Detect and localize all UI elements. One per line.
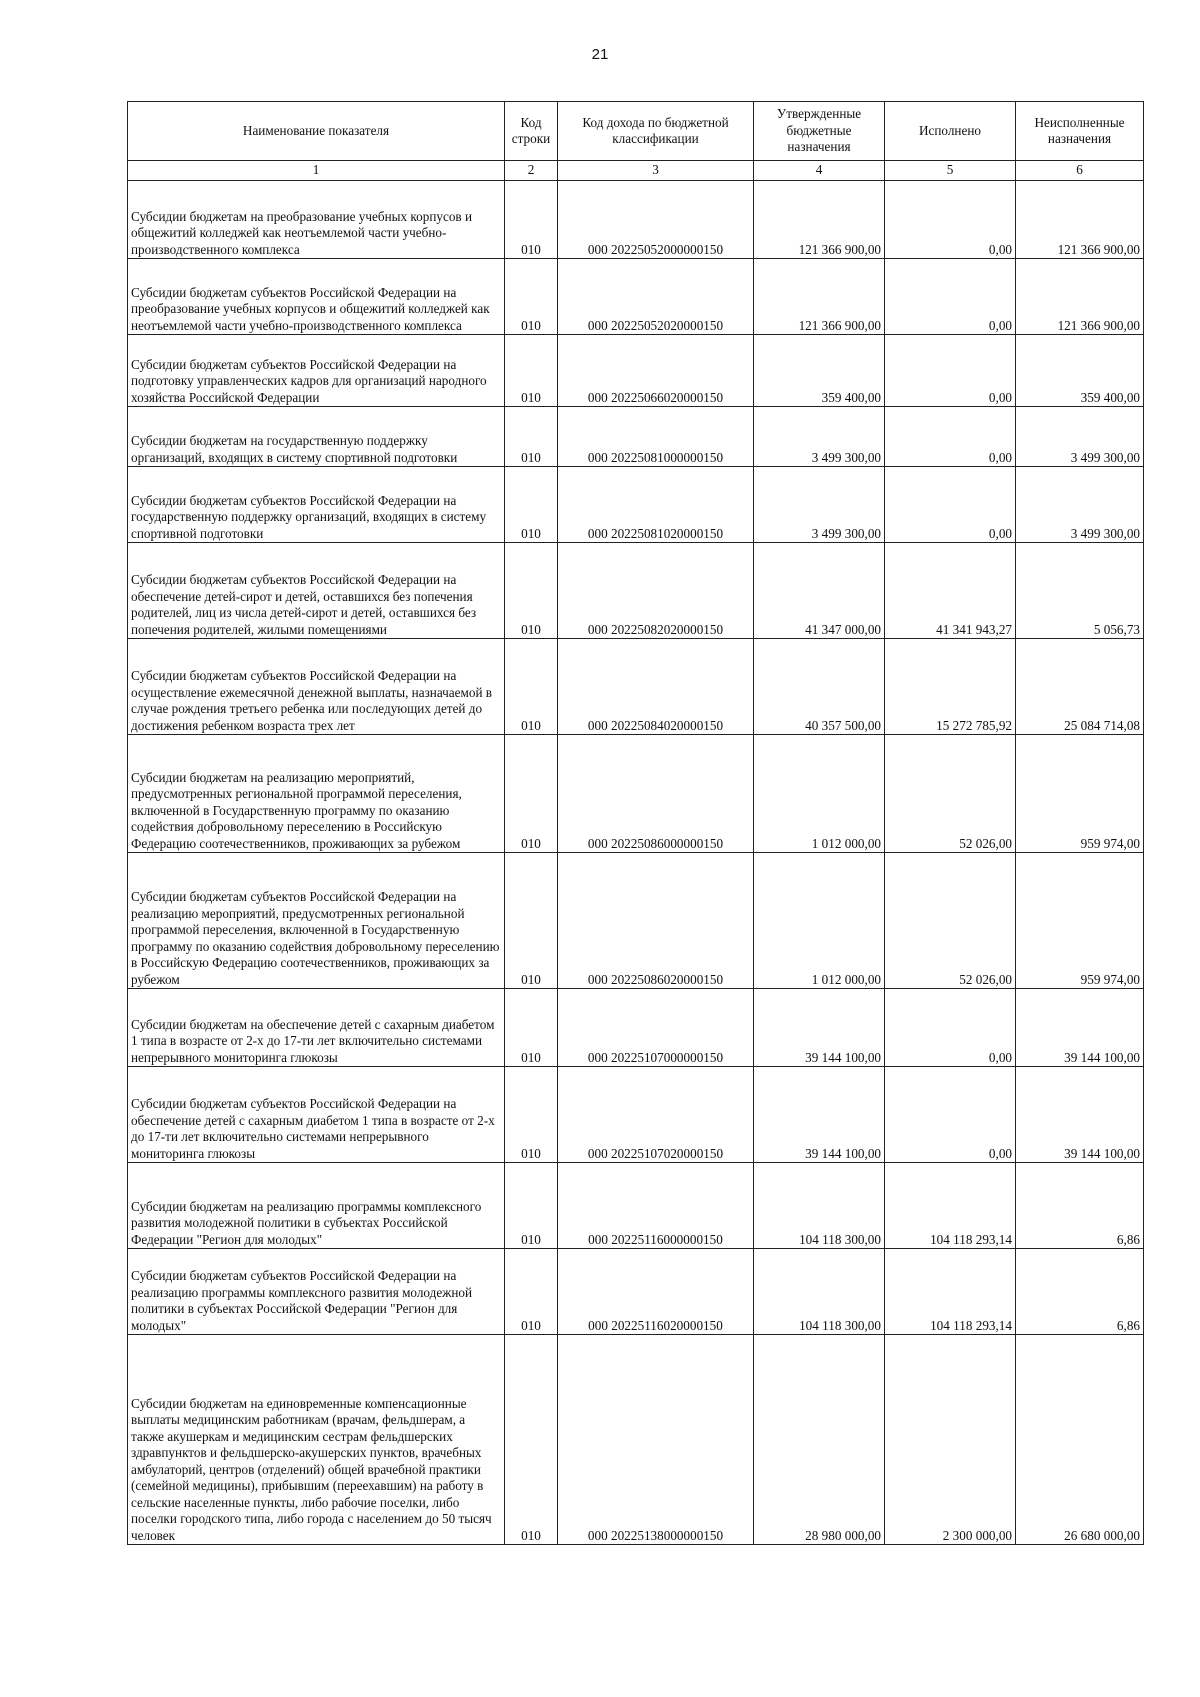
cell-income-code: 000 20225066020000150 — [558, 335, 754, 407]
cell-income-code: 000 20225081000000150 — [558, 407, 754, 467]
cell-unexecuted-amount: 39 144 100,00 — [1016, 1067, 1144, 1163]
table-row — [128, 1163, 1144, 1249]
cell-unexecuted-amount: 359 400,00 — [1016, 335, 1144, 407]
cell-income-code: 000 20225086000000150 — [558, 735, 754, 853]
cell-approved-amount: 1 012 000,00 — [754, 853, 885, 989]
table-row — [128, 335, 1144, 407]
table-row — [128, 1335, 1144, 1545]
budget-execution-table — [127, 101, 1144, 1545]
column-number: 4 — [754, 161, 885, 181]
header-name: Наименование показателя — [128, 102, 505, 161]
table-row — [128, 181, 1144, 259]
indicator-name-text: Субсидии бюджетам на реализацию мероприятий, предусмотренных региональной программой переселения, включенной в Государственную программу по оказанию содействия добровольному переселению в Российскую Федерацию соотечественников, проживающих за рубежом — [131, 769, 462, 851]
cell-approved-amount: 104 118 300,00 — [754, 1249, 885, 1335]
cell-indicator-name — [128, 407, 505, 467]
cell-approved-amount: 39 144 100,00 — [754, 1067, 885, 1163]
cell-line-code: 010 — [505, 639, 558, 735]
cell-unexecuted-amount: 6,86 — [1016, 1249, 1144, 1335]
cell-executed-amount: 2 300 000,00 — [885, 1335, 1016, 1545]
cell-line-code: 010 — [505, 543, 558, 639]
column-number: 6 — [1016, 161, 1144, 181]
indicator-name-text: Субсидии бюджетам на обеспечение детей с сахарным диабетом 1 типа в возрасте от 2-х до 17-ти лет включительно системами непрерывного мониторинга глюкозы — [131, 1016, 495, 1065]
cell-approved-amount: 1 012 000,00 — [754, 735, 885, 853]
cell-income-code: 000 20225081020000150 — [558, 467, 754, 543]
table-row — [128, 989, 1144, 1067]
table-row — [128, 639, 1144, 735]
indicator-name-text: Субсидии бюджетам субъектов Российской Федерации на преобразование учебных корпусов и общежитий колледжей как неотъемлемой части учебно-производственного комплекса — [131, 284, 490, 333]
cell-line-code: 010 — [505, 989, 558, 1067]
header-code: Код строки — [505, 102, 558, 161]
cell-approved-amount: 28 980 000,00 — [754, 1335, 885, 1545]
table-row — [128, 853, 1144, 989]
cell-approved-amount: 104 118 300,00 — [754, 1163, 885, 1249]
table-row — [128, 407, 1144, 467]
table-row — [128, 467, 1144, 543]
cell-executed-amount: 0,00 — [885, 1067, 1016, 1163]
cell-line-code: 010 — [505, 259, 558, 335]
cell-income-code: 000 20225138000000150 — [558, 1335, 754, 1545]
cell-indicator-name — [128, 853, 505, 989]
cell-executed-amount: 0,00 — [885, 467, 1016, 543]
cell-executed-amount: 0,00 — [885, 259, 1016, 335]
indicator-name-text: Субсидии бюджетам на государственную поддержку организаций, входящих в систему спортивной подготовки — [131, 433, 458, 465]
column-number: 3 — [558, 161, 754, 181]
cell-executed-amount: 0,00 — [885, 989, 1016, 1067]
column-number: 1 — [128, 161, 505, 181]
table-header-row — [128, 102, 1144, 161]
cell-unexecuted-amount: 39 144 100,00 — [1016, 989, 1144, 1067]
cell-executed-amount: 104 118 293,14 — [885, 1249, 1016, 1335]
cell-income-code: 000 20225116020000150 — [558, 1249, 754, 1335]
indicator-name-text: Субсидии бюджетам субъектов Российской Федерации на реализацию программы комплексного развития молодежной политики в субъектах Российской Федерации "Регион для молодых" — [131, 1268, 473, 1333]
cell-line-code: 010 — [505, 335, 558, 407]
indicator-name-text: Субсидии бюджетам субъектов Российской Федерации на государственную поддержку организаций, входящих в систему спортивной подготовки — [131, 492, 487, 541]
header-kbk: Код дохода по бюджетной классификации — [558, 102, 754, 161]
cell-unexecuted-amount: 121 366 900,00 — [1016, 181, 1144, 259]
cell-executed-amount: 15 272 785,92 — [885, 639, 1016, 735]
cell-income-code: 000 20225116000000150 — [558, 1163, 754, 1249]
cell-approved-amount: 3 499 300,00 — [754, 467, 885, 543]
table-row — [128, 259, 1144, 335]
cell-executed-amount: 41 341 943,27 — [885, 543, 1016, 639]
indicator-name-text: Субсидии бюджетам субъектов Российской Федерации на реализацию мероприятий, предусмотренных региональной программой переселения, включенной в Государственную программу по оказанию содействия добровольному переселению в Российскую Федерацию соотечественников, проживающих за рубежом — [131, 889, 500, 987]
cell-line-code: 010 — [505, 1163, 558, 1249]
cell-approved-amount: 40 357 500,00 — [754, 639, 885, 735]
cell-executed-amount: 52 026,00 — [885, 853, 1016, 989]
header-unexecuted: Неисполненные назначения — [1016, 102, 1144, 161]
header-approved: Утвержденные бюджетные назначения — [754, 102, 885, 161]
cell-income-code: 000 20225084020000150 — [558, 639, 754, 735]
cell-executed-amount: 0,00 — [885, 335, 1016, 407]
column-number: 5 — [885, 161, 1016, 181]
cell-indicator-name — [128, 1249, 505, 1335]
indicator-name-text: Субсидии бюджетам субъектов Российской Федерации на подготовку управленческих кадров для организаций народного хозяйства Российской Федерации — [131, 356, 487, 405]
column-number: 2 — [505, 161, 558, 181]
table-body — [128, 181, 1144, 1545]
cell-approved-amount: 3 499 300,00 — [754, 407, 885, 467]
cell-executed-amount: 104 118 293,14 — [885, 1163, 1016, 1249]
indicator-name-text: Субсидии бюджетам на преобразование учебных корпусов и общежитий колледжей как неотъемлемой части учебно-производственного комплекса — [131, 208, 472, 257]
cell-income-code: 000 20225052020000150 — [558, 259, 754, 335]
cell-approved-amount: 39 144 100,00 — [754, 989, 885, 1067]
cell-line-code: 010 — [505, 181, 558, 259]
table-row — [128, 1067, 1144, 1163]
cell-unexecuted-amount: 26 680 000,00 — [1016, 1335, 1144, 1545]
cell-indicator-name — [128, 543, 505, 639]
cell-line-code: 010 — [505, 467, 558, 543]
cell-income-code: 000 20225082020000150 — [558, 543, 754, 639]
cell-indicator-name — [128, 1335, 505, 1545]
cell-approved-amount: 121 366 900,00 — [754, 181, 885, 259]
table-row — [128, 735, 1144, 853]
cell-unexecuted-amount: 3 499 300,00 — [1016, 407, 1144, 467]
cell-income-code: 000 20225107020000150 — [558, 1067, 754, 1163]
cell-indicator-name — [128, 735, 505, 853]
cell-approved-amount: 359 400,00 — [754, 335, 885, 407]
cell-indicator-name — [128, 335, 505, 407]
cell-unexecuted-amount: 6,86 — [1016, 1163, 1144, 1249]
cell-line-code: 010 — [505, 1067, 558, 1163]
cell-executed-amount: 0,00 — [885, 407, 1016, 467]
cell-line-code: 010 — [505, 407, 558, 467]
indicator-name-text: Субсидии бюджетам субъектов Российской Федерации на обеспечение детей-сирот и детей, оставшихся без попечения родителей, лиц из числа детей-сирот и детей, оставшихся без попечения родителей, жилыми помещениями — [131, 572, 477, 637]
indicator-name-text: Субсидии бюджетам субъектов Российской Федерации на обеспечение детей с сахарным диабетом 1 типа в возрасте от 2-х до 17-ти лет включительно системами непрерывного мониторинга глюкозы — [131, 1096, 495, 1161]
cell-indicator-name — [128, 181, 505, 259]
cell-indicator-name — [128, 259, 505, 335]
cell-line-code: 010 — [505, 853, 558, 989]
cell-unexecuted-amount: 25 084 714,08 — [1016, 639, 1144, 735]
indicator-name-text: Субсидии бюджетам на реализацию программы комплексного развития молодежной политики в субъектах Российской Федерации "Регион для молодых" — [131, 1198, 482, 1247]
cell-unexecuted-amount: 5 056,73 — [1016, 543, 1144, 639]
cell-indicator-name — [128, 989, 505, 1067]
cell-unexecuted-amount: 959 974,00 — [1016, 853, 1144, 989]
cell-approved-amount: 121 366 900,00 — [754, 259, 885, 335]
header-executed: Исполнено — [885, 102, 1016, 161]
cell-executed-amount: 0,00 — [885, 181, 1016, 259]
cell-indicator-name — [128, 467, 505, 543]
cell-line-code: 010 — [505, 1249, 558, 1335]
table-row — [128, 543, 1144, 639]
cell-unexecuted-amount: 3 499 300,00 — [1016, 467, 1144, 543]
cell-approved-amount: 41 347 000,00 — [754, 543, 885, 639]
cell-line-code: 010 — [505, 735, 558, 853]
cell-line-code: 010 — [505, 1335, 558, 1545]
cell-indicator-name — [128, 1067, 505, 1163]
cell-income-code: 000 20225086020000150 — [558, 853, 754, 989]
cell-executed-amount: 52 026,00 — [885, 735, 1016, 853]
indicator-name-text: Субсидии бюджетам субъектов Российской Федерации на осуществление ежемесячной денежной выплаты, назначаемой в случае рождения третьего ребенка или последующих детей до достижения ребенком возраста трех лет — [131, 668, 493, 733]
indicator-name-text: Субсидии бюджетам на единовременные компенсационные выплаты медицинским работникам (врачам, фельдшерам, а также акушеркам и медицинским сестрам фельдшерских здравпунктов и фельдшерско-акушерских пунктов, врачебных амбулаторий, центров (отделений) общей врачебной практики (семейной медицины), прибывшим (переехавшим) на работу в сельские населенные пункты, либо рабочие поселки, либо поселки городского типа, либо города с населением до 50 тысяч человек — [131, 1395, 492, 1543]
column-number-row — [128, 161, 1144, 181]
cell-indicator-name — [128, 639, 505, 735]
cell-income-code: 000 20225107000000150 — [558, 989, 754, 1067]
cell-indicator-name — [128, 1163, 505, 1249]
page-number: 21 — [591, 46, 609, 63]
cell-unexecuted-amount: 959 974,00 — [1016, 735, 1144, 853]
cell-income-code: 000 20225052000000150 — [558, 181, 754, 259]
table-row — [128, 1249, 1144, 1335]
cell-unexecuted-amount: 121 366 900,00 — [1016, 259, 1144, 335]
